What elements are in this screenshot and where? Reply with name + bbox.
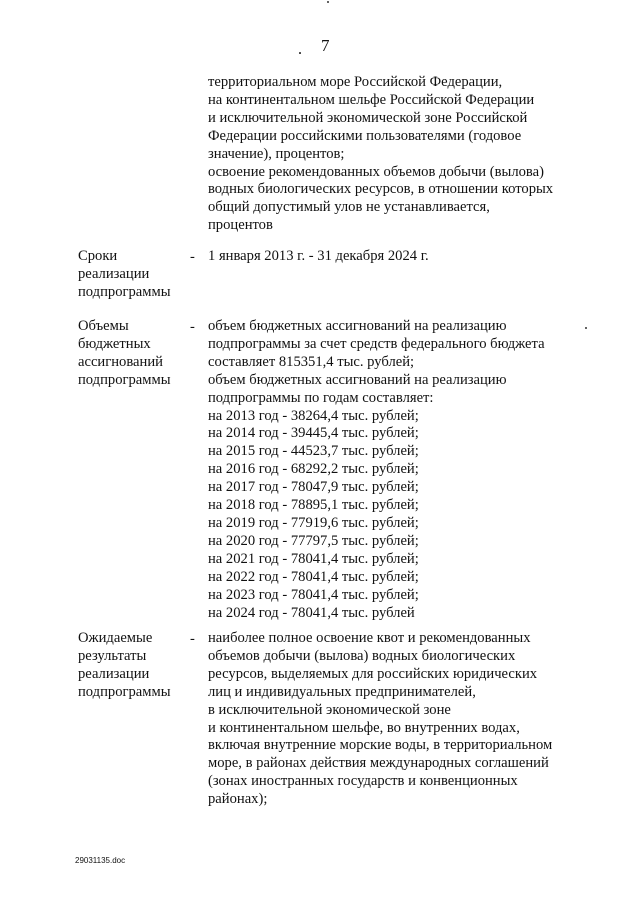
budget-line: составляет 815351,4 тыс. рублей; [208,353,415,370]
terms-label-line: реализации [78,265,150,282]
intro-line: процентов [208,217,273,234]
budget-text [208,318,545,622]
speck-right [585,327,587,329]
intro-line: территориальном море Российской Федерации, [208,74,503,90]
results-line: ресурсов, выделяемых для российских юридических [208,665,538,682]
budget-year-line: на 2024 год - 78041,4 тыс. рублей [208,604,415,621]
terms-dash: - [190,249,195,265]
results-label-line: Ожидаемые [78,630,153,646]
intro-line: освоение рекомендованных объемов добычи (вылова) [208,163,544,180]
budget-line: подпрограммы по годам составляет: [208,389,434,406]
results-line: наиболее полное освоение квот и рекомендованных [208,630,531,646]
intro-line: на континентальном шельфе Российской Федерации [208,91,535,108]
terms-value-line: 1 января 2013 г. - 31 декабря 2024 г. [208,248,429,264]
results-line: (зонах иностранных государств и конвенционных [208,773,518,790]
budget-year-line: на 2022 год - 78041,4 тыс. рублей; [208,568,419,585]
terms-value [208,248,429,266]
budget-year-line: на 2015 год - 44523,7 тыс. рублей; [208,443,419,460]
results-line: включая внутренние морские воды, в территориальном [208,737,553,754]
results-label-line: результаты [78,647,147,664]
budget-line: объем бюджетных ассигнований на реализацию [208,371,507,388]
budget-label [78,318,171,390]
results-line: объемов добычи (вылова) водных биологических [208,647,516,664]
results-line: море, в районах действия международных соглашений [208,755,549,772]
intro-line: водных биологических ресурсов, в отношении которых [208,181,554,198]
intro-line: значение), процентов; [208,145,345,162]
results-dash: - [190,631,195,647]
budget-line: подпрограммы за счет средств федерального бюджета [208,335,545,352]
results-label-line: подпрограммы [78,683,171,700]
results-line: районах); [208,791,268,808]
budget-line: объем бюджетных ассигнований на реализацию [208,318,507,334]
results-label-line: реализации [78,665,150,682]
budget-label-line: подпрограммы [78,371,171,388]
budget-label-line: Объемы [78,318,129,334]
intro-text [208,74,553,235]
budget-year-line: на 2013 год - 38264,4 тыс. рублей; [208,407,419,424]
results-line: в исключительной экономической зоне [208,701,451,718]
footer-file-code: 29031135.doc [75,856,126,865]
speck-top [327,1,329,3]
budget-year-line: на 2023 год - 78041,4 тыс. рублей; [208,586,419,603]
results-line: лиц и индивидуальных предпринимателей, [208,683,476,700]
budget-year-line: на 2017 год - 78047,9 тыс. рублей; [208,479,419,496]
budget-year-line: на 2014 год - 39445,4 тыс. рублей; [208,425,419,442]
budget-label-line: бюджетных [78,335,151,352]
terms-label [78,248,171,302]
speck-mid [299,52,301,54]
terms-label-line: Сроки [78,248,118,264]
intro-line: Федерации российскими пользователями (годовое [208,127,522,144]
budget-year-line: на 2016 год - 68292,2 тыс. рублей; [208,461,419,478]
intro-line: и исключительной экономической зоне Российской [208,109,528,126]
results-line: и континентальном шельфе, во внутренних водах, [208,719,520,736]
results-label [78,630,171,702]
budget-year-line: на 2020 год - 77797,5 тыс. рублей; [208,532,419,549]
budget-year-line: на 2018 год - 78895,1 тыс. рублей; [208,497,419,514]
intro-line: общий допустимый улов не устанавливается, [208,199,490,216]
page-number: 7 [321,36,330,55]
results-text [208,630,552,809]
budget-year-line: на 2021 год - 78041,4 тыс. рублей; [208,550,419,567]
budget-year-line: на 2019 год - 77919,6 тыс. рублей; [208,514,419,531]
budget-label-line: ассигнований [78,353,163,370]
terms-label-line: подпрограммы [78,283,171,300]
budget-dash: - [190,319,195,335]
